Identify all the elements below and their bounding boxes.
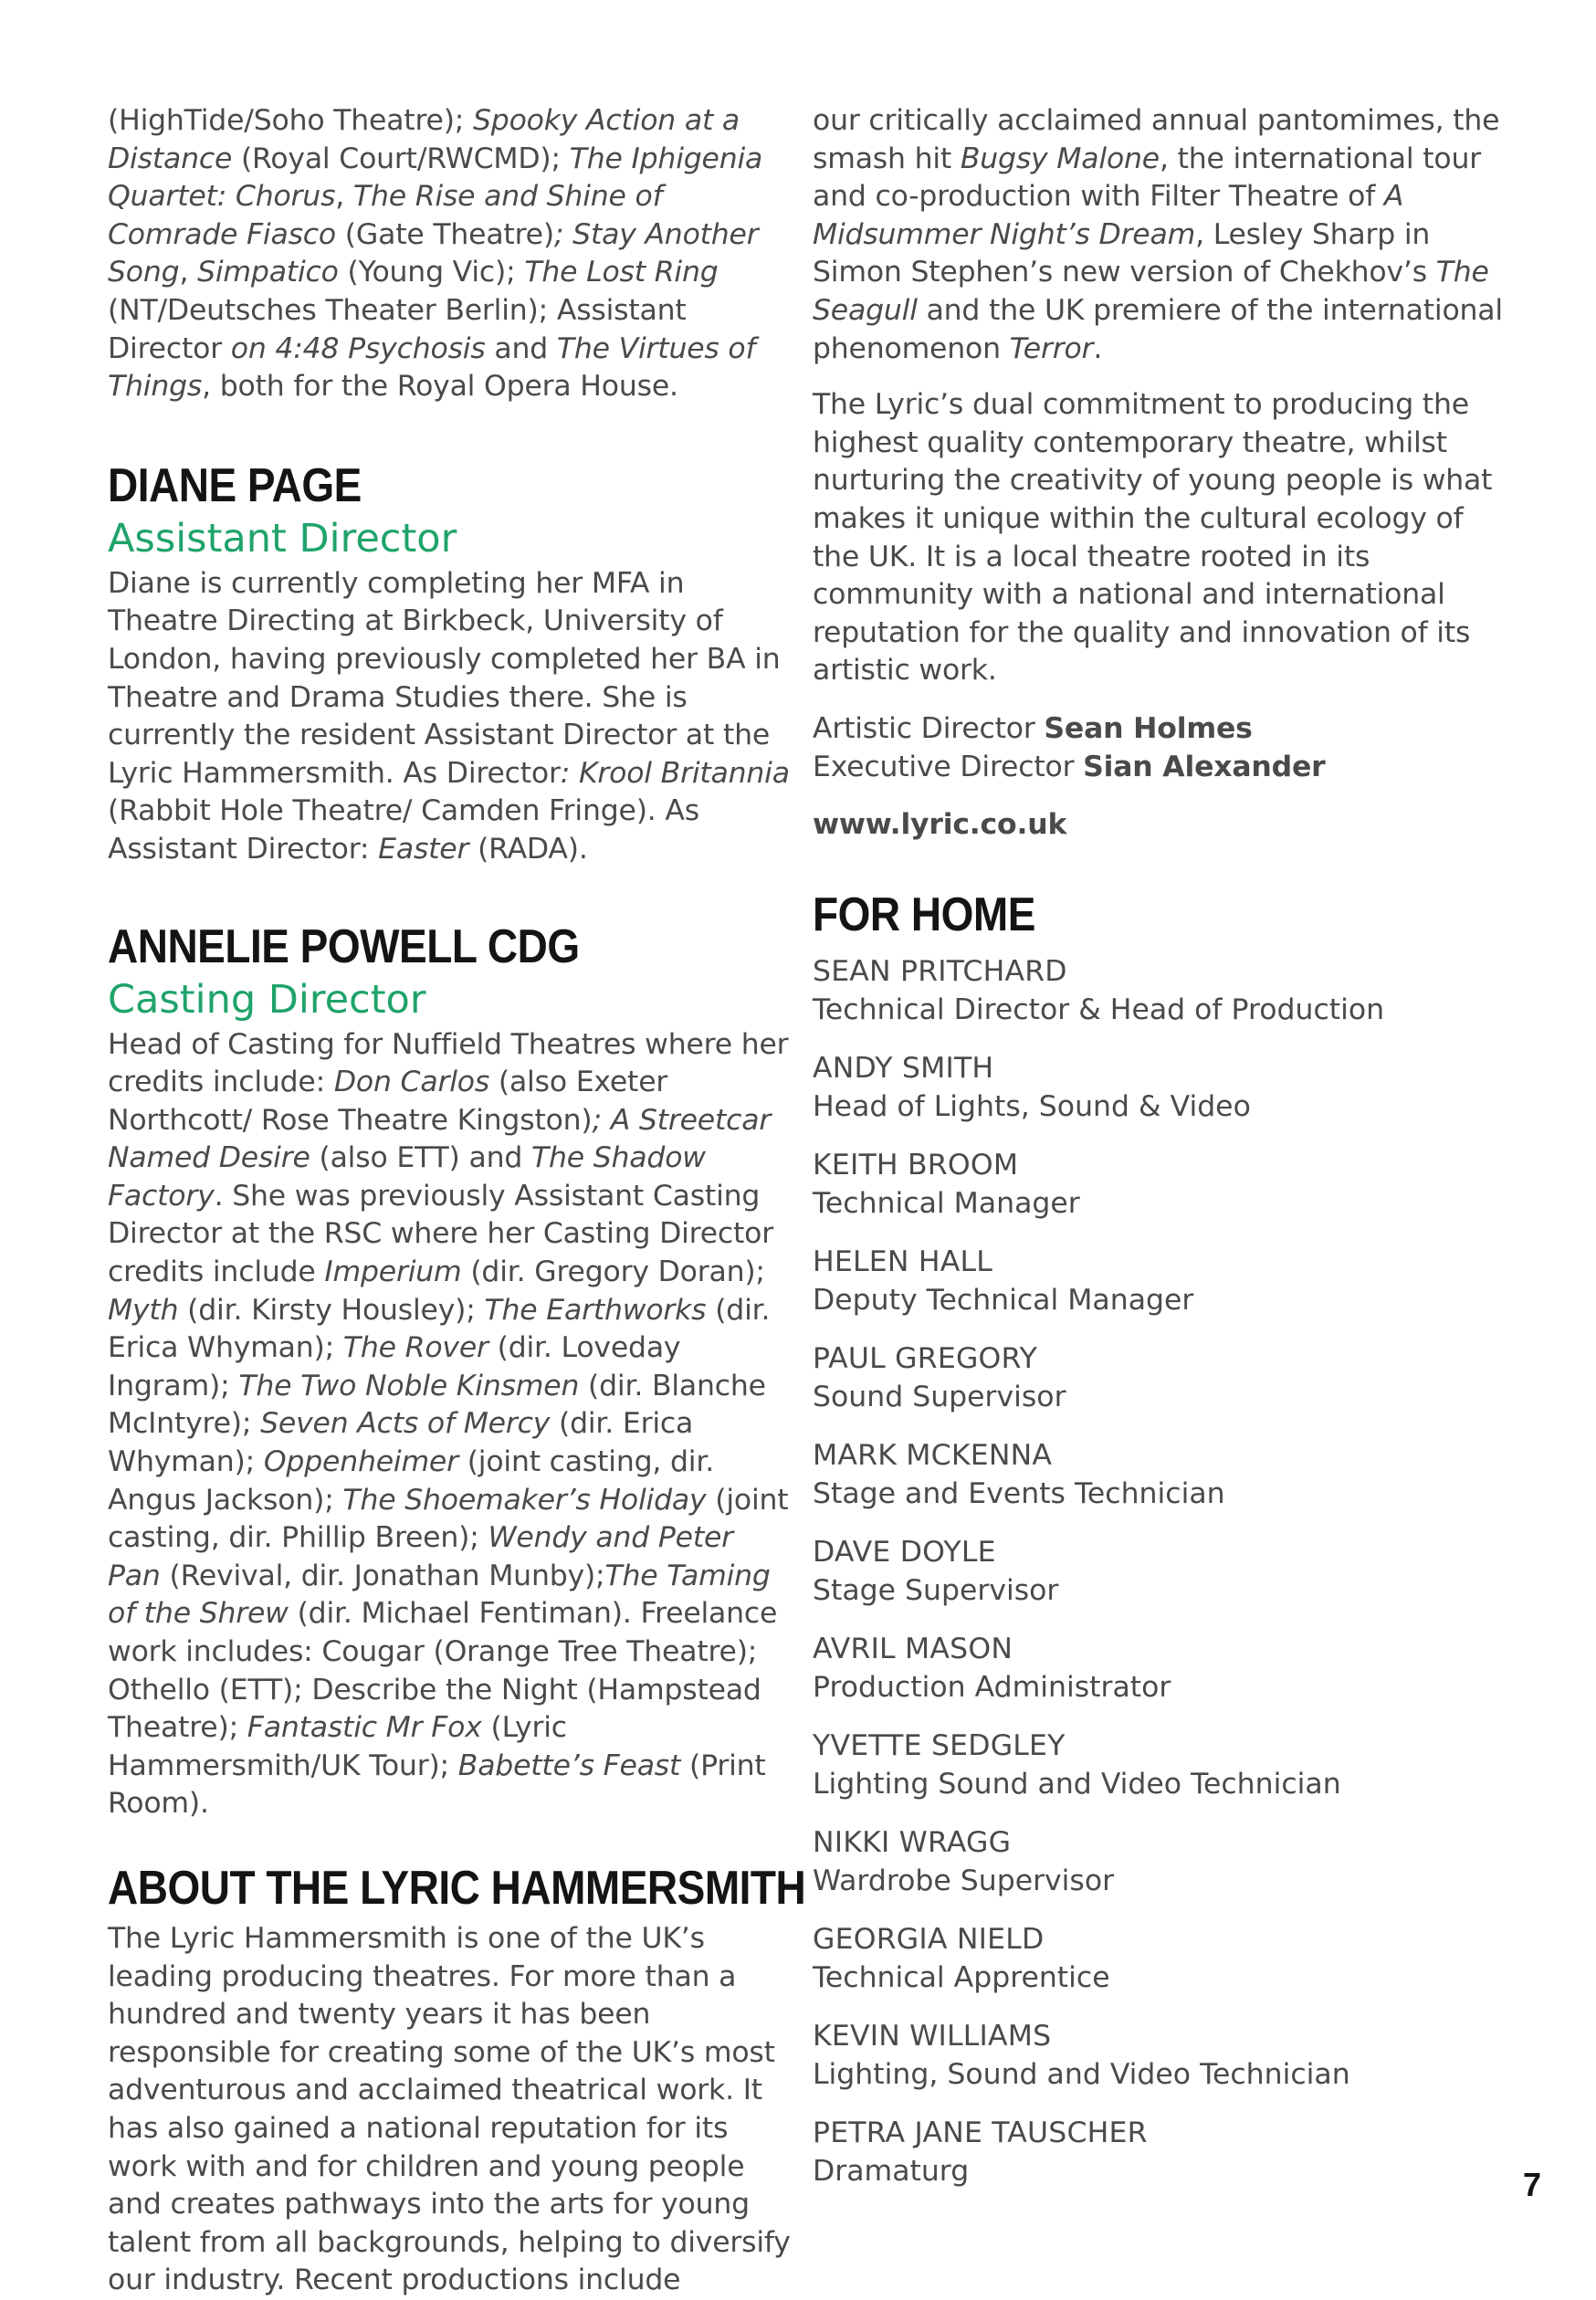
body-text: Diane is currently completing her MFA in Theatre Directing at Birkbeck, University of London, having previously completed her BA in Theatre and Drama Studies there. She is currently the resident Assistant Director at the Lyric Hammersmith. As Director — [108, 566, 781, 790]
diane-page-role: Assistant Director — [108, 515, 457, 562]
italic-title-text: : Krool Britannia — [560, 756, 790, 790]
body-text: and the UK premiere of the international phenomenon — [813, 293, 1503, 365]
body-text: (dir. Erica Whyman); — [108, 1407, 694, 1479]
italic-title-text: Fantastic Mr Fox — [247, 1711, 482, 1745]
crew-role: Technical Manager — [813, 1186, 1080, 1220]
body-text: (Lyric Hammersmith/UK Tour); — [108, 1711, 567, 1782]
crew-item — [813, 2017, 1507, 2094]
body-text: (dir. Kirsty Housley); — [178, 1293, 485, 1327]
crew-item — [813, 1533, 1507, 1610]
body-text: Head of Casting for Nuffield Theatres where her credits include: — [108, 1027, 789, 1099]
crew-role: Stage and Events Technician — [813, 1476, 1225, 1510]
body-text: and — [485, 331, 557, 365]
body-text: , the international tour and co-production with Filter Theatre of — [813, 142, 1481, 214]
italic-title-text: A Midsummer Night’s Dream — [813, 180, 1404, 251]
italic-title-text: Easter — [378, 832, 469, 866]
italic-title-text: The Lost Ring — [524, 256, 719, 289]
body-text: (Royal Court/RWCMD); — [232, 142, 570, 175]
body-text: (dir. Loveday Ingram); — [108, 1331, 681, 1402]
italic-title-text: Oppenheimer — [263, 1445, 458, 1479]
crew-item — [813, 1243, 1507, 1319]
italic-title-text: Wendy and Peter Pan — [108, 1521, 733, 1592]
crew-name: DAVE DOYLE — [813, 1535, 996, 1569]
crew-name: GEORGIA NIELD — [813, 1922, 1045, 1956]
crew-item — [813, 2114, 1507, 2190]
body-text: , — [179, 256, 198, 289]
crew-item — [813, 1630, 1507, 1707]
italic-title-text: The Taming of the Shrew — [108, 1559, 771, 1631]
italic-title-text: Babette’s Feast — [457, 1749, 681, 1782]
crew-item — [813, 952, 1507, 1029]
crew-name: MARK MCKENNA — [813, 1438, 1053, 1472]
italic-title-text: The Seagull — [813, 256, 1489, 327]
body-text: (joint casting, dir. Phillip Breen); — [108, 1483, 789, 1555]
italic-title-text: ; A Streetcar Named Desire — [108, 1103, 772, 1175]
body-text: (HighTide/Soho Theatre); — [108, 104, 474, 137]
body-text: (dir. Michael Fentiman). Freelance work includes: Cougar (Orange Tree Theatre); Othello (ETT); Describe the Night (Hampstead Theatre); — [108, 1597, 778, 1745]
italic-title-text: Myth — [108, 1293, 179, 1327]
crew-item — [813, 1339, 1507, 1416]
diane-page-name: DIANE PAGE — [108, 457, 362, 511]
body-text: (RADA). — [468, 832, 588, 866]
artistic-director-label: Artistic Director — [813, 711, 1035, 745]
annelie-powell-role: Casting Director — [108, 976, 426, 1023]
italic-title-text: Simpatico — [197, 256, 339, 289]
crew-name: AVRIL MASON — [813, 1632, 1013, 1665]
body-text: , both for the Royal Opera House. — [202, 370, 678, 404]
crew-item — [813, 1920, 1507, 1997]
crew-role: Dramaturg — [813, 2154, 970, 2188]
annelie-powell-bio — [108, 1026, 794, 1823]
italic-title-text: Imperium — [324, 1255, 462, 1289]
executive-director-name: Sian Alexander — [1083, 750, 1326, 783]
right-column — [813, 102, 1507, 2211]
body-text: our critically acclaimed annual pantomimes, the smash hit — [813, 104, 1500, 175]
artistic-director-name: Sean Holmes — [1044, 711, 1253, 745]
body-text: (Gate Theatre) — [335, 217, 554, 251]
artistic-director-line — [813, 710, 1507, 749]
body-text: (dir. Erica Whyman); — [108, 1293, 771, 1365]
italic-title-text: on 4:48 Psychosis — [230, 331, 486, 365]
body-text: (Rabbit Hole Theatre/ Camden Fringe). As Assistant Director: — [108, 794, 699, 866]
crew-role: Deputy Technical Manager — [813, 1283, 1194, 1317]
page-number: 7 — [1523, 2166, 1542, 2203]
left-column — [108, 102, 806, 2300]
body-text: (NT/Deutsches Theater Berlin); Assistant Director — [108, 293, 687, 365]
crew-item — [813, 1436, 1507, 1513]
crew-item — [813, 1727, 1507, 1803]
body-text: (joint casting, dir. Angus Jackson); — [108, 1445, 715, 1517]
crew-name: NIKKI WRAGG — [813, 1825, 1012, 1859]
italic-title-text: Don Carlos — [333, 1066, 490, 1099]
crew-name: PETRA JANE TAUSCHER — [813, 2116, 1148, 2149]
italic-title-text: The Earthworks — [484, 1293, 707, 1327]
italic-title-text: ; Stay Another Song — [108, 217, 759, 289]
crew-item — [813, 1049, 1507, 1126]
body-text: (dir. Blanche McIntyre); — [108, 1369, 766, 1441]
body-text: . — [1093, 331, 1103, 365]
italic-title-text: The Two Noble Kinsmen — [238, 1369, 580, 1402]
crew-role: Production Administrator — [813, 1670, 1171, 1704]
crew-list — [813, 952, 1507, 2190]
about-lyric-heading: ABOUT THE LYRIC HAMMERSMITH — [108, 1860, 806, 1915]
crew-name: ANDY SMITH — [813, 1051, 994, 1085]
crew-item — [813, 1146, 1507, 1223]
crew-role: Head of Lights, Sound & Video — [813, 1089, 1251, 1123]
diane-page-bio — [108, 565, 794, 869]
body-text: (Print Room). — [108, 1749, 766, 1821]
italic-title-text: Terror — [1009, 331, 1094, 365]
for-home-heading: FOR HOME — [813, 887, 1035, 940]
crew-role: Stage Supervisor — [813, 1573, 1059, 1607]
italic-title-text: The Shadow Factory — [108, 1141, 706, 1213]
italic-title-text: The Iphigenia Quartet: Chorus — [108, 142, 763, 214]
body-text: (also ETT) and — [310, 1141, 531, 1175]
italic-title-text: Seven Acts of Mercy — [260, 1407, 551, 1441]
italic-title-text: The Rise and Shine of Comrade Fiasco — [108, 180, 663, 251]
body-text: (dir. Gregory Doran); — [461, 1255, 765, 1289]
crew-role: Lighting, Sound and Video Technician — [813, 2057, 1350, 2091]
italic-title-text: The Virtues of Things — [108, 331, 756, 404]
crew-name: HELEN HALL — [813, 1245, 992, 1278]
body-text: . She was previously Assistant Casting Director at the RSC where her Casting Director credits include — [108, 1179, 774, 1289]
lyric-continuation-paragraph — [813, 102, 1507, 368]
italic-title-text: The Rover — [342, 1331, 488, 1365]
crew-name: KEITH BROOM — [813, 1148, 1019, 1182]
body-text: (Young Vic); — [338, 256, 525, 289]
crew-role: Lighting Sound and Video Technician — [813, 1767, 1341, 1801]
crew-name: PAUL GREGORY — [813, 1341, 1038, 1375]
crew-role: Technical Apprentice — [813, 1960, 1110, 1994]
crew-name: YVETTE SEDGLEY — [813, 1728, 1066, 1762]
crew-name: SEAN PRITCHARD — [813, 954, 1067, 988]
italic-title-text: Spooky Action at a Distance — [108, 104, 740, 175]
intro-paragraph — [108, 102, 794, 406]
annelie-powell-name: ANNELIE POWELL CDG — [108, 919, 580, 972]
body-text: (also Exeter Northcott/ Rose Theatre Kingston) — [108, 1066, 668, 1137]
italic-title-text: Bugsy Malone — [960, 142, 1160, 175]
crew-role: Technical Director & Head of Production — [813, 992, 1385, 1026]
executive-director-line — [813, 749, 1507, 787]
crew-role: Sound Supervisor — [813, 1380, 1066, 1413]
about-lyric-paragraph: The Lyric Hammersmith is one of the UK’s leading producing theatres. For more than a hundred and twenty years it has been responsible for creating some of the UK’s most adventurous and acclaimed theatrical work. It has also gained a national reputation for its work with and for children and young people and creates pathways into the arts for young talent from all backgrounds, helping to diversify our industry. Recent productions include — [108, 1921, 791, 2297]
lyric-commitment-paragraph: The Lyric’s dual commitment to producing the highest quality contemporary theatre, whilst nurturing the creativity of young people is what makes it unique within the cultural ecology of the UK. It is a local theatre rooted in its community with a national and international reputation for the quality and innovation of its artistic work. — [813, 388, 1493, 688]
crew-role: Wardrobe Supervisor — [813, 1864, 1115, 1897]
body-text: (Revival, dir. Jonathan Munby); — [160, 1559, 605, 1592]
crew-item — [813, 1823, 1507, 1900]
crew-name: KEVIN WILLIAMS — [813, 2019, 1052, 2053]
italic-title-text: The Shoemaker’s Holiday — [342, 1483, 707, 1517]
body-text: , Lesley Sharp in Simon Stephen’s new version of Chekhov’s — [813, 217, 1436, 289]
website-link[interactable]: www.lyric.co.uk — [813, 808, 1067, 842]
executive-director-label: Executive Director — [813, 750, 1075, 783]
body-text: , — [335, 180, 353, 214]
